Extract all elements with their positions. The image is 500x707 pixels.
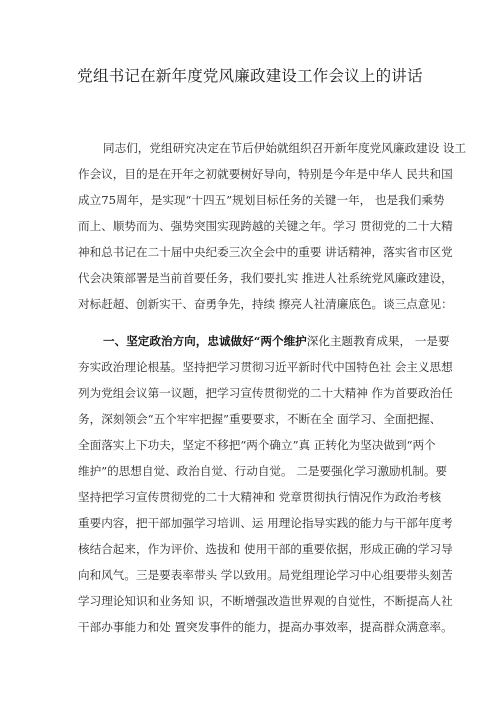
- paragraph-2-line-7: 坚持把学习宣传贯彻党的二十大精神和 党章贯彻执行情况作为政治考核: [78, 490, 442, 504]
- paragraph-2-line-4: 务，深刻领会“五个牢牢把握”重要要求，不断在全 面学习、全面把握、: [78, 412, 442, 426]
- paragraph-2-line-11: 学习理论知识和业务知 识，不断增强改造世界观的自觉性，不断提高人社: [78, 594, 453, 608]
- paragraph-2-line-12: 干部办事能力和处 置突发事件的能力，提高办事效率，提高群众满意率。: [78, 620, 453, 634]
- paragraph-1-line-7: 对标赶超、创新实干、奋勇争先，持续 擦亮人社清廉底色。谈三点意见：: [78, 297, 453, 311]
- paragraph-1-line-3: 成立75周年，是实现“十四五”规划目标任务的关键一年， 也是我们乘势: [78, 193, 445, 207]
- paragraph-1-line-6: 代会决策部署是当前首要任务，我们要扎实 推进人社系统党风廉政建设，: [78, 271, 453, 285]
- paragraph-2-line-1: [103, 334, 450, 348]
- document-title: 党组书记在新年度党风廉政建设工作会议上的讲话: [77, 67, 423, 85]
- paragraph-2-line-2: 夯实政治理论根基。坚持把学习贯彻习近平新时代中国特色社 会主义思想: [78, 360, 453, 374]
- paragraph-2-line-8: 重要内容，把干部加强学习培训、运 用理论指导实践的能力与干部年度考: [78, 516, 453, 530]
- paragraph-1-line-1: 同志们，党组研究决定在节后伊始就组织召开新年度党风廉政建设 设工: [103, 141, 467, 155]
- paragraph-2-line-5: 全面落实上下功夫，坚定不移把“两个确立”真 正转化为坚决做到“两个: [78, 438, 436, 452]
- paragraph-2-line-9: 核结合起来，作为评价、选拔和 使用干部的重要依据，形成正确的学习导: [78, 542, 453, 556]
- section-heading-1: 一、坚定政治方向，忠诚做好“两个维护: [103, 334, 307, 348]
- paragraph-2-line-1-rest: 深化主题教育成果， 一是要: [306, 334, 450, 348]
- paragraph-2-line-10: 向和风气。三是要表率带头 学以致用。局党组理论学习中心组要带头刻苦: [78, 568, 453, 582]
- paragraph-1-line-5: 神和总书记在二十届中央纪委三次全会中的重要 讲话精神，落实省市区党: [78, 245, 453, 259]
- paragraph-2-line-3: 列为党组会议第一议题，把学习宣传贯彻党的二十大精神 作为首要政治任: [78, 386, 453, 400]
- paragraph-1-line-4: 而上、顺势而为、强势突围实现跨越的关键之年。学习 贯彻党的二十大精: [78, 219, 453, 233]
- paragraph-1-line-2: 作会议，目的是在开年之初就要树好导向，特别是今年是中华人 民共和国: [78, 167, 453, 181]
- paragraph-2-line-6: 维护”的思想自觉、政治自觉、行动自觉。 二是要强化学习激励机制。要: [78, 464, 448, 478]
